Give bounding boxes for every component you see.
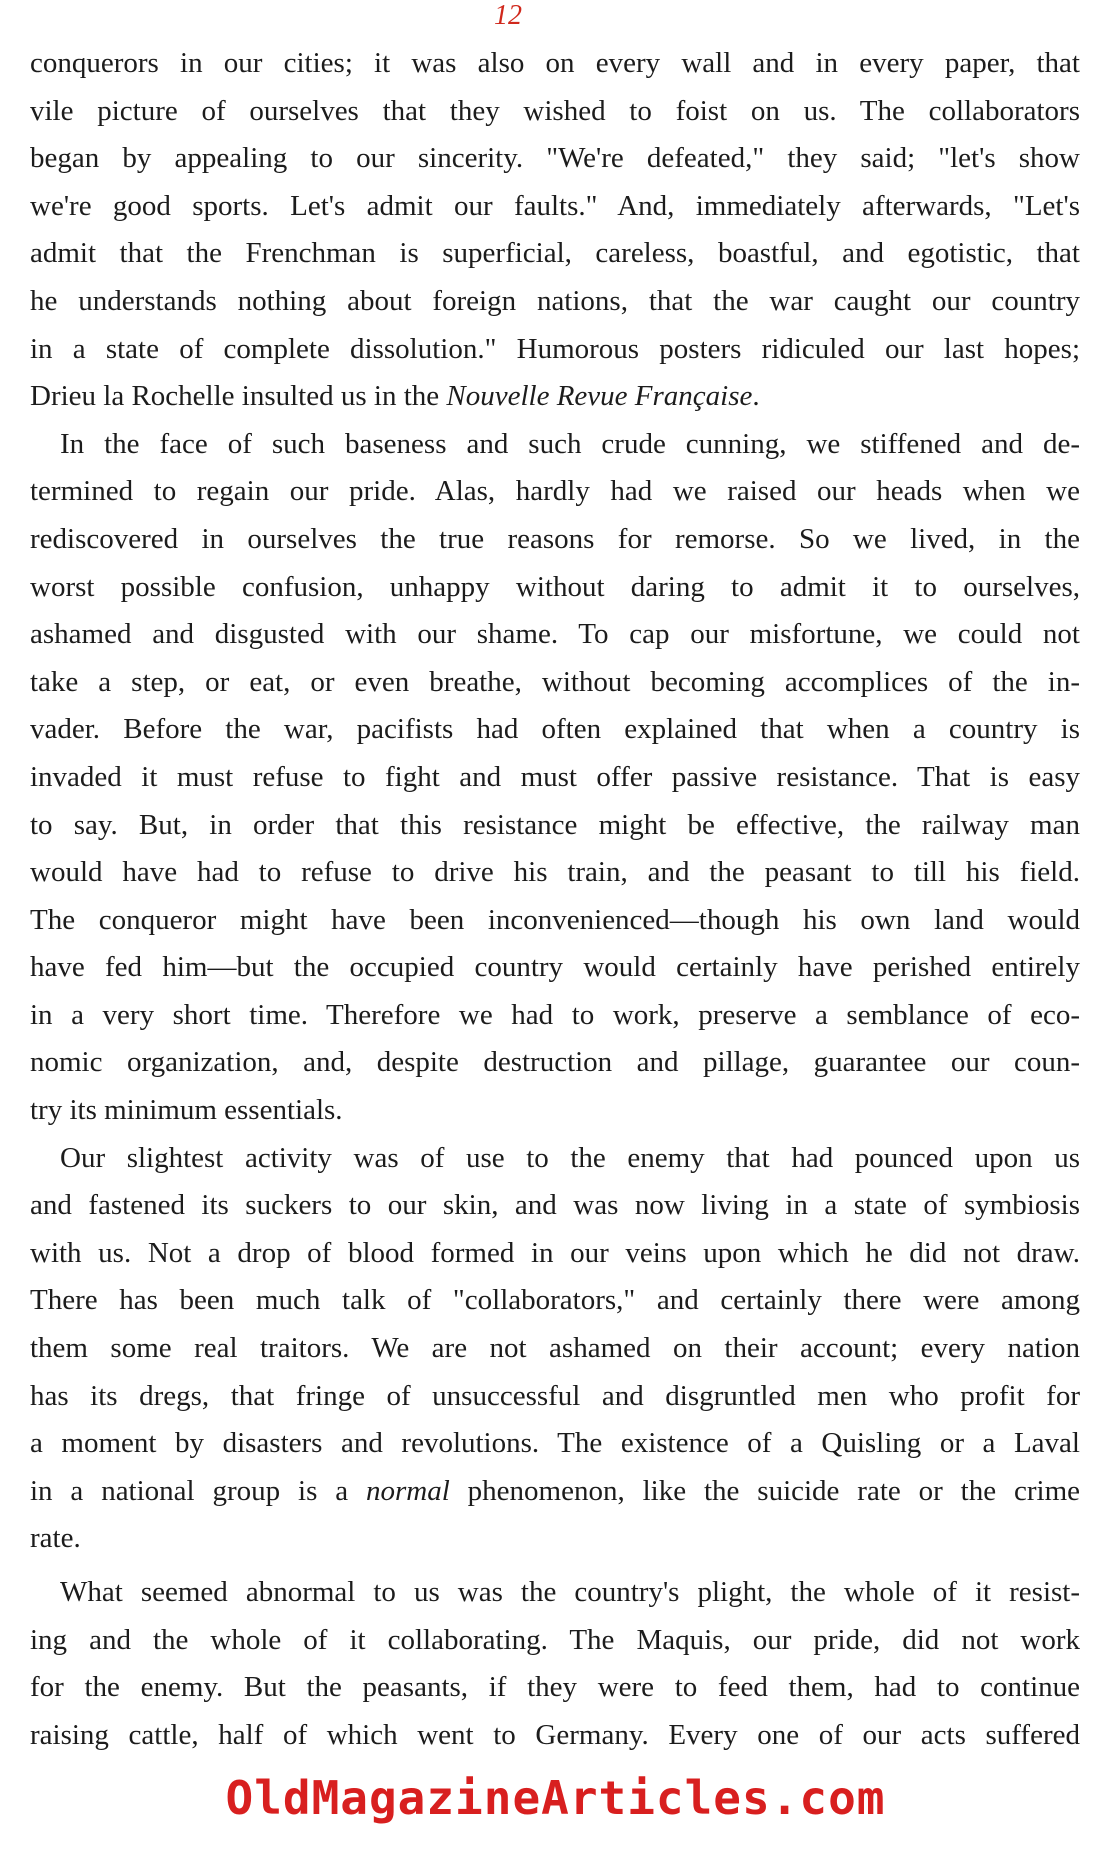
text-line: conquerors in our cities; it was also on every wall and in every paper, that <box>30 47 1080 79</box>
text-line: The conqueror might have been inconvenienced—though his own land would <box>30 903 1080 936</box>
text-line: What seemed abnormal to us was the country's plight, the whole of it resist- <box>60 1576 1080 1608</box>
page-number: 12 <box>494 0 522 31</box>
text-line: would have had to refuse to drive his train, and the peasant to till his field. <box>30 856 1080 889</box>
text-line: has its dregs, that fringe of unsuccessful and disgruntled men who profit for <box>30 1379 1080 1412</box>
text-line: There has been much talk of "collaborators," and certainly there were among <box>30 1284 1080 1317</box>
text-line: to say. But, in order that this resistance might be effective, the railway man <box>30 808 1080 841</box>
text-line: he understands nothing about foreign nations, that the war caught our country <box>30 284 1080 317</box>
text-line: for the enemy. But the peasants, if they were to feed them, had to continue <box>30 1671 1080 1704</box>
text-line: them some real traitors. We are not ashamed on their account; every nation <box>30 1332 1080 1365</box>
text-line: rediscovered in ourselves the true reasons for remorse. So we lived, in the <box>30 522 1080 555</box>
text-line: try its minimum essentials. <box>30 1094 343 1127</box>
text-line: a moment by disasters and revolutions. The existence of a Quisling or a Laval <box>30 1427 1080 1460</box>
text-line: nomic organization, and, despite destruction and pillage, guarantee our coun- <box>30 1046 1080 1079</box>
text-line: Our slightest activity was of use to the enemy that had pounced upon us <box>60 1141 1080 1174</box>
text-line: ashamed and disgusted with our shame. To cap our misfortune, we could not <box>30 618 1080 651</box>
text-fragment: Drieu la Rochelle insulted us in the <box>30 380 447 413</box>
text-line: have fed him—but the occupied country would certainly have perished entirely <box>30 951 1080 984</box>
text-line: admit that the Frenchman is superficial, careless, boastful, and egotistic, that <box>30 237 1080 270</box>
text-line: take a step, or eat, or even breathe, without becoming accomplices of the in- <box>30 665 1080 698</box>
text-line: with us. Not a drop of blood formed in our veins upon which he did not draw. <box>30 1236 1080 1269</box>
emphasis: normal <box>366 1474 450 1507</box>
text-line: vile picture of ourselves that they wished to foist on us. The collaborators <box>30 94 1080 127</box>
text-line: worst possible confusion, unhappy without daring to admit it to ourselves, <box>30 570 1080 603</box>
article-body <box>30 40 1080 1759</box>
text-line: vader. Before the war, pacifists had often explained that when a country is <box>30 713 1080 746</box>
paragraph-2 <box>30 421 1080 1135</box>
text-line <box>30 1468 1080 1516</box>
text-line: we're good sports. Let's admit our faults." And, immediately afterwards, "Let's <box>30 189 1080 222</box>
text-fragment: . <box>752 380 760 413</box>
text-line: in a very short time. Therefore we had to work, preserve a semblance of eco- <box>30 998 1080 1031</box>
text-fragment: phenomenon, like the suicide rate or the crime <box>449 1474 1080 1507</box>
text-line: ing and the whole of it collaborating. The Maquis, our pride, did not work <box>30 1623 1080 1656</box>
text-line: and fastened its suckers to our skin, and was now living in a state of symbiosis <box>30 1189 1080 1222</box>
text-line: rate. <box>30 1522 81 1555</box>
paragraph-3 <box>30 1135 1080 1563</box>
text-line: raising cattle, half of which went to Germany. Every one of our acts suffered <box>30 1718 1080 1751</box>
text-line: invaded it must refuse to fight and must offer passive resistance. That is easy <box>30 760 1080 793</box>
text-line: In the face of such baseness and such crude cunning, we stiffened and de- <box>60 427 1080 460</box>
text-line: termined to regain our pride. Alas, hardly had we raised our heads when we <box>30 475 1080 508</box>
site-watermark: OldMagazineArticles.com <box>225 1771 886 1825</box>
paragraph-4 <box>30 1569 1080 1759</box>
paragraph-1 <box>30 40 1080 421</box>
text-fragment: in a national group is a <box>30 1474 366 1507</box>
text-line: began by appealing to our sincerity. "We're defeated," they said; "let's show <box>30 142 1080 175</box>
text-line: in a state of complete dissolution." Humorous posters ridiculed our last hopes; <box>30 332 1080 365</box>
text-line <box>30 373 1080 421</box>
journal-title: Nouvelle Revue Française <box>446 380 753 413</box>
